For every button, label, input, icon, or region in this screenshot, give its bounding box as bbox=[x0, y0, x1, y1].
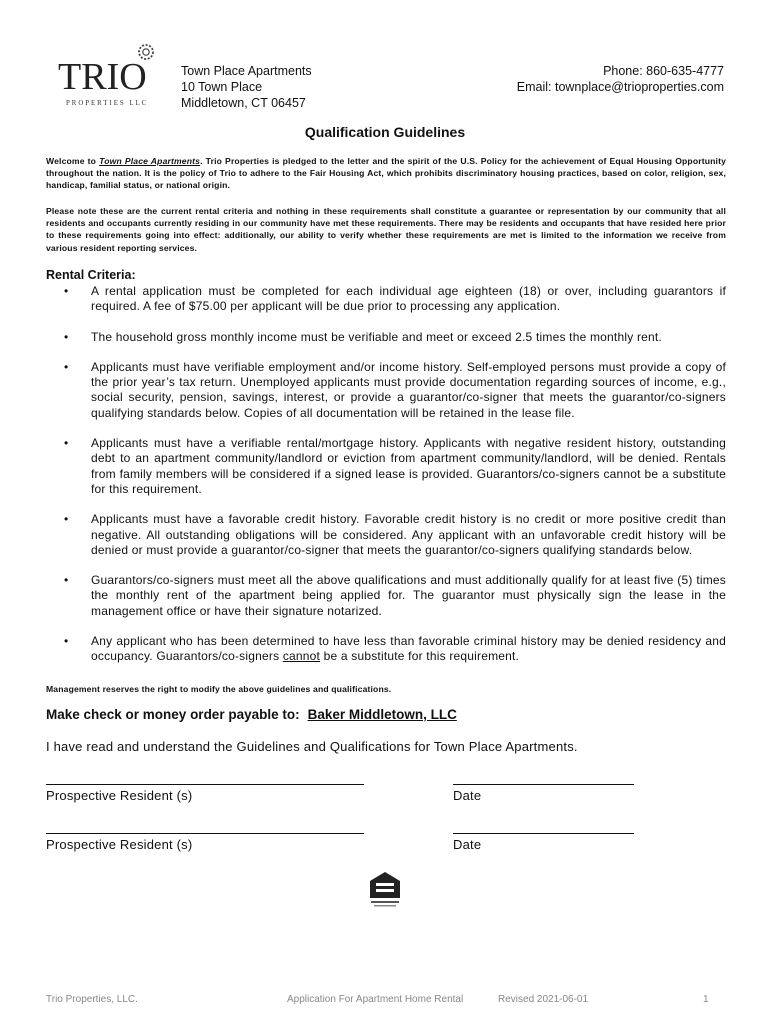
payee-name: Baker Middletown, LLC bbox=[307, 707, 457, 722]
criteria-text: Applicants must have a verifiable rental/mortgage history. Applicants with negative resident history, outstanding debt to an apartment community/landlord or eviction from apartment community/landlord, will be denied. Rentals from family members will be considered if a signed lease is provided. Guarantors/co-signers cannot be a substitute for this requirement. bbox=[91, 436, 726, 496]
phone: Phone: 860-635-4777 bbox=[603, 64, 724, 78]
contact-info bbox=[517, 63, 724, 95]
payment-label: Make check or money order payable to: bbox=[46, 707, 300, 722]
address-line-1: Town Place Apartments bbox=[181, 64, 312, 78]
payment-instructions bbox=[46, 707, 457, 722]
bullet: • bbox=[64, 284, 69, 298]
welcome-prefix: Welcome to bbox=[46, 156, 100, 166]
criteria-text: Applicants must have verifiable employment and/or income history. Self-employed persons must provide a copy of the prior year’s tax return. Unemployed applicants must provide documentation regarding sources of income, e.g., social security, pension, savings, interest, or provide a guarantor/co-signer that meets the guarantor/co-signers qualifying standards below. Copies of all documentation will be retained in the lease file. bbox=[91, 359, 726, 420]
equal-housing-icon bbox=[368, 870, 402, 908]
logo-letters: TRIO bbox=[58, 56, 147, 98]
criteria-item bbox=[46, 512, 726, 558]
criteria-text-before: Any applicant who has been determined to have less than favorable criminal history may be denied residency and occupancy. Guarantors/co-signers bbox=[91, 634, 726, 664]
resident-signature-line bbox=[46, 784, 364, 785]
criteria-text: Guarantors/co-signers must meet all the above qualifications and must additionally qualify for at least five (5) times the monthly rent of the apartment being applied for. The guarantor must physically sign the lease in the management office or have their signature notarized. bbox=[91, 573, 726, 618]
trio-logo bbox=[52, 42, 164, 110]
property-name: Town Place Apartments bbox=[99, 156, 201, 166]
criteria-text-after: be a substitute for this requirement. bbox=[320, 649, 520, 664]
logo-subtitle: PROPERTIES LLC bbox=[66, 100, 149, 107]
bullet: • bbox=[64, 573, 69, 588]
date-label: Date bbox=[453, 837, 482, 852]
bullet: • bbox=[64, 634, 69, 649]
date-line bbox=[453, 784, 634, 785]
criteria-item bbox=[46, 284, 726, 315]
resident-signature-label: Prospective Resident (s) bbox=[46, 837, 193, 852]
criteria-emphasis: cannot bbox=[282, 649, 321, 664]
resident-signature-label: Prospective Resident (s) bbox=[46, 788, 193, 803]
footer-page-number: 1 bbox=[703, 994, 709, 1005]
criteria-item bbox=[46, 330, 726, 345]
footer-revised: Revised 2021-06-01 bbox=[498, 994, 589, 1005]
bullet: • bbox=[64, 436, 69, 451]
date-label: Date bbox=[453, 788, 482, 803]
criteria-text: Applicants must have a favorable credit history. Favorable credit history is no credit or more positive credit than negative. All outstanding obligations will be considered. Any applicant with an unfavorable credit history will be denied or must provide a guarantor/co-signer that meets the guarantor/co-signers qualifying standards below. bbox=[91, 512, 726, 557]
date-line bbox=[453, 833, 634, 834]
footer-company: Trio Properties, LLC. bbox=[46, 994, 138, 1005]
address-line-3: Middletown, CT 06457 bbox=[181, 96, 306, 110]
bullet: • bbox=[64, 329, 69, 344]
welcome-text: . Trio Properties is pledged to the letter and the spirit of the U.S. Policy for the achievement of Equal Housing Opportunity throughout the nation. It is the policy of Trio to adhere to the Fair Housing Act, which prohibits discriminatory housing practices, based on color, religion, sex, handicap, familial status, or national origin. bbox=[46, 156, 727, 191]
address-line-2: 10 Town Place bbox=[181, 80, 263, 94]
criteria-note: Please note these are the current rental criteria and nothing in these requirements shall constitute a guarantee or representation by our community that all residents and occupants currently residing in our community have met these requirements. There may be residents and occupants that have resided here prior to these requirements going into effect: additionally, our ability to verify whether these requirements are met is limited to the information we receive from various resident reporting services. bbox=[46, 206, 726, 253]
criteria-text: A rental application must be completed for each individual age eighteen (18) or over, including guarantors if required. A fee of $75.00 per applicant will be due prior to processing any application. bbox=[91, 284, 726, 314]
page-title: Qualification Guidelines bbox=[304, 124, 466, 140]
property-address bbox=[181, 63, 312, 111]
rental-criteria-heading: Rental Criteria: bbox=[46, 268, 136, 282]
criteria-item bbox=[46, 573, 726, 619]
email: Email: townplace@trioproperties.com bbox=[516, 80, 724, 94]
acknowledgement: I have read and understand the Guidelines and Qualifications for Town Place Apartments. bbox=[46, 739, 578, 754]
criteria-text: The household gross monthly income must be verifiable and meet or exceed 2.5 times the monthly rent. bbox=[91, 329, 662, 344]
criteria-item bbox=[46, 360, 726, 421]
criteria-item bbox=[46, 436, 726, 497]
rental-criteria-list bbox=[46, 284, 726, 665]
footer-form-name: Application For Apartment Home Rental bbox=[287, 994, 464, 1005]
bullet: • bbox=[64, 512, 69, 527]
bullet: • bbox=[64, 359, 69, 374]
welcome-paragraph bbox=[46, 155, 726, 192]
criteria-item bbox=[46, 634, 726, 665]
resident-signature-line bbox=[46, 833, 364, 834]
management-note: Management reserves the right to modify the above guidelines and qualifications. bbox=[46, 684, 392, 694]
